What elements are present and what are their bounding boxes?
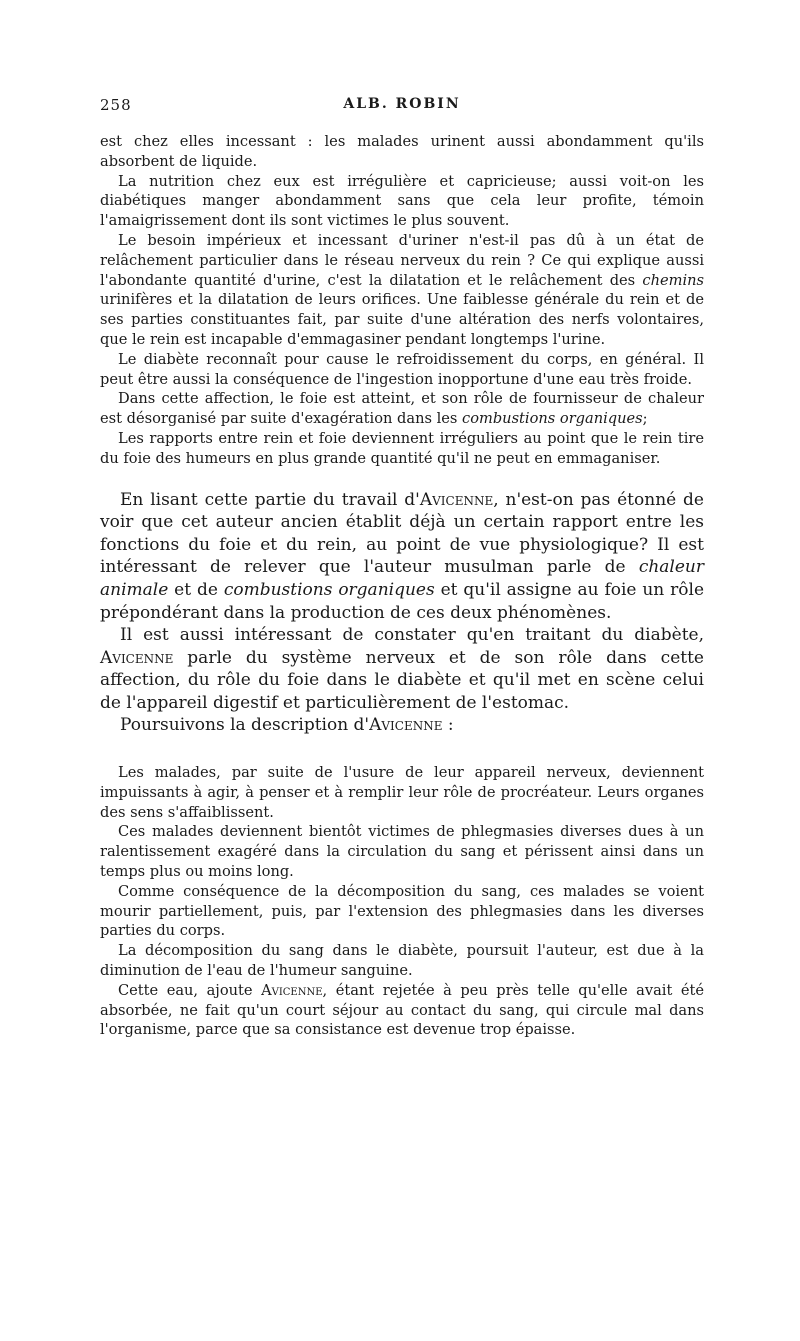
text-run: Dans cette affection, le foie est atteint, et son rôle de fournisseur de chaleur est désorganisé par suite d'exagération dans les	[100, 390, 704, 428]
paragraph-nutrition: La nutrition chez eux est irrégulière et capricieuse; aussi voit-on les diabétiques manger abondamment sans que cela leur profite, témoin l'amaigrissement dont ils sont victimes le plus souvent.	[100, 172, 704, 230]
paragraph-continuation: est chez elles incessant : les malades urinent aussi abondamment qu'ils absorbent de liquide.	[100, 133, 704, 170]
text-run: parle du système nerveux et de son rôle dans cette affection, du rôle du foie dans le diabète et qu'il met en scène celui de l'appareil digestif et particulièrement de l'estomac.	[100, 647, 704, 713]
text-run: , étant rejetée à peu près telle qu'elle avait été absorbée, ne fait qu'un court séjour au contact du sang, qui circule mal dans l'organisme, parce que sa consistance est devenue trop épaisse.	[100, 981, 704, 1039]
paragraph-commentary-1	[100, 489, 704, 625]
author-name-small-caps: Avicenne	[261, 981, 323, 999]
author-commentary	[100, 489, 704, 738]
paragraph-consistency	[100, 981, 704, 1040]
italic-term-chemins: chemins	[642, 271, 704, 289]
book-page	[100, 96, 704, 1040]
paragraph-urinary-need	[100, 231, 704, 350]
text-run: Il est aussi intéressant de constater qu'en traitant du diabète,	[120, 625, 704, 646]
paragraph-blood-water: La décomposition du sang dans le diabète, poursuit l'auteur, est due à la diminution de l'eau de l'humeur sanguine.	[100, 942, 704, 980]
text-run: , n'est-on pas étonné de voir que cet auteur ancien établit déjà un certain rapport entre les fonctions du foie et du rein, au point de vue physiologique? Il est intéressant de relever que l'auteur musulman parle de	[100, 489, 704, 578]
paragraph-commentary-3	[100, 714, 704, 737]
paragraph-liver	[100, 389, 704, 429]
author-name-small-caps: Avicenne	[419, 489, 494, 510]
italic-term-combustions: combustions organiques	[462, 410, 643, 428]
paragraph-commentary-2	[100, 624, 704, 714]
author-name-small-caps: Avicenne	[369, 715, 443, 736]
text-run: Cette eau, ajoute	[118, 981, 262, 999]
text-run: et de	[168, 579, 224, 600]
text-run: ;	[642, 410, 648, 428]
author-name-small-caps: Avicenne	[100, 647, 174, 668]
paragraph-symptoms: Les malades, par suite de l'usure de leur appareil nerveux, deviennent impuissants à agir, à penser et à remplir leur rôle de procréateur. Leurs organes des sens s'affaiblissent.	[100, 764, 704, 821]
italic-term-combustions: combustions organiques	[223, 579, 435, 600]
quoted-translation-part-1	[100, 132, 704, 469]
running-head	[100, 96, 704, 118]
text-run: urinifères et la dilatation de leurs orifices. Une faiblesse générale du rein et de ses parties constituantes fait, par suite d'une altération des nerfs volontaires, que le rein est incapable d'emmagasiner pendant longtemps l'urine.	[100, 291, 704, 348]
text-run: Poursuivons la description d'	[120, 715, 370, 736]
text-run: En lisant cette partie du travail d'	[120, 489, 420, 510]
page-number: 258	[100, 96, 132, 114]
text-run: Le besoin impérieux et incessant d'uriner n'est-il pas dû à un état de relâchement particulier dans le réseau nerveux du rein ? Ce qui explique aussi l'abondante quantité d'urine, c'est la dilatation et le relâchement des	[100, 231, 704, 289]
paragraph-kidney-liver: Les rapports entre rein et foie deviennent irréguliers au point que le rein tire du foie des humeurs en plus grande quantité qu'il ne peut en emmaganiser.	[100, 429, 704, 467]
italic-term-chaleur: chaleur animale	[100, 557, 704, 600]
quoted-translation-part-2	[100, 763, 704, 1040]
paragraph-phlegmasies: Ces malades deviennent bientôt victimes de phlegmasies diverses dues à un ralentissement exagéré dans la circulation du sang et périssent ainsi dans un temps plus ou moins long.	[100, 823, 704, 881]
text-run: :	[442, 715, 454, 736]
paragraph-decomposition: Comme conséquence de la décomposition du sang, ces malades se voient mourir partiellement, puis, par l'extension des phlegmasies dans les diverses parties du corps.	[100, 882, 704, 940]
paragraph-cause: Le diabète reconnaît pour cause le refroidissement du corps, en général. Il peut être aussi la conséquence de l'ingestion inopportune d'une eau très froide.	[100, 350, 704, 388]
running-title: ALB. ROBIN	[343, 96, 461, 112]
text-run: et qu'il assigne au foie un rôle prépondérant dans la production de ces deux phénomènes.	[100, 579, 705, 623]
